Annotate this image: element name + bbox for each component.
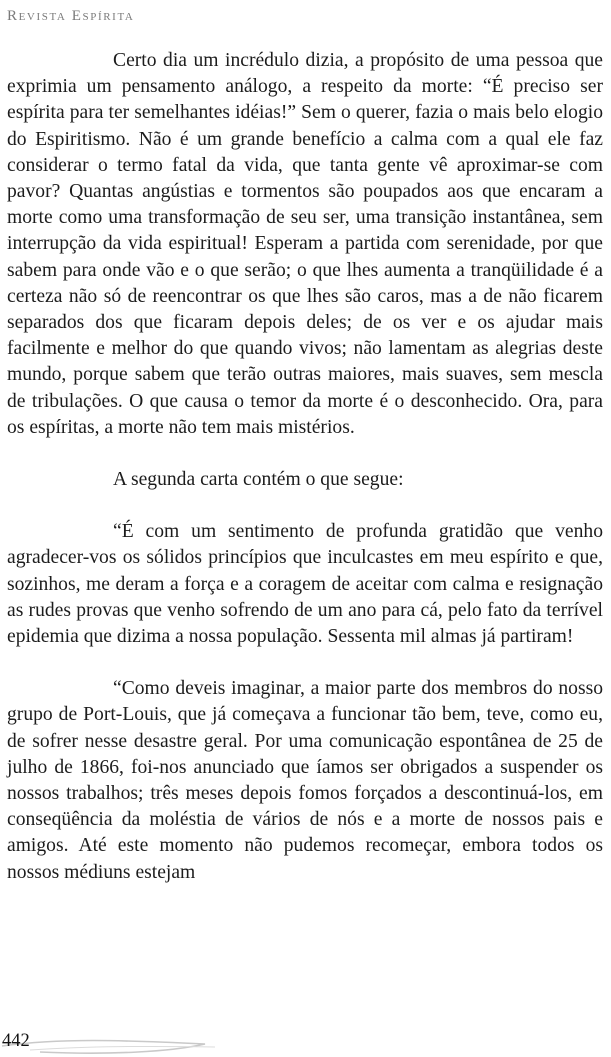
paragraph-2: A segunda carta contém o que segue: bbox=[113, 469, 404, 491]
page-body bbox=[7, 48, 603, 886]
running-head: Revista Espírita bbox=[7, 8, 135, 24]
paragraph-1: Certo dia um incrédulo dizia, a propósito de uma pessoa que exprimia um pensamento análogo, a respeito da morte: “É preciso ser espírita para ter semelhantes idéias!” Sem o querer, fazia o mais belo elogio do Espiritismo. Não é um grande benefício a calma com a qual ele faz considerar o termo fatal da vida, que tanta gente vê aproximar-se com pavor? Quantas angústias e tormentos são poupados aos que encaram a morte como uma transformação de seu ser, uma transição instantânea, sem interrupção da vida espiritual! Esperam a partida com serenidade, por que sabem para onde vão e o que serão; o que lhes aumenta a tranqüilidade é a certeza não só de reencontrar os que lhes são caros, mas a de não ficarem separados dos que ficaram depois deles; de os ver e os ajudar mais facilmente e melhor do que quando vivos; não lamentam as alegrias deste mundo, porque sabem que terão outras maiores, mais suaves, sem mescla de tribulações. O que causa o temor da morte é o desconhecido. Ora, para os espíritas, a morte não tem mais mistérios. bbox=[7, 50, 603, 438]
paragraph-4: “Como deveis imaginar, a maior parte dos membros do nosso grupo de Port-Louis, que já começava a funcionar tão bem, teve, como eu, de sofrer nesse desastre geral. Por uma comunicação espontânea de 25 de julho de 1866, foi-nos anunciado que íamos ser obrigados a suspender os nossos trabalhos; três meses depois fomos forçados a descontinuá-los, em conseqüência da moléstia de vários de nós e a morte de nossos pais e amigos. Até este momento não pudemos recomeçar, embora todos os nossos médiuns estejam bbox=[7, 678, 603, 883]
footer-swoosh-ornament bbox=[0, 1028, 230, 1057]
paragraph-3: “É com um sentimento de profunda gratidão que venho agradecer-vos os sólidos princípios que inculcastes em meu espírito e que, sozinhos, me deram a força e a coragem de aceitar com calma e resignação as rudes provas que venho sofrendo de um ano para cá, pelo fato da terrível epidemia que dizima a nossa população. Sessenta mil almas já partiram! bbox=[7, 521, 603, 648]
page-number: 442 bbox=[2, 1031, 30, 1051]
